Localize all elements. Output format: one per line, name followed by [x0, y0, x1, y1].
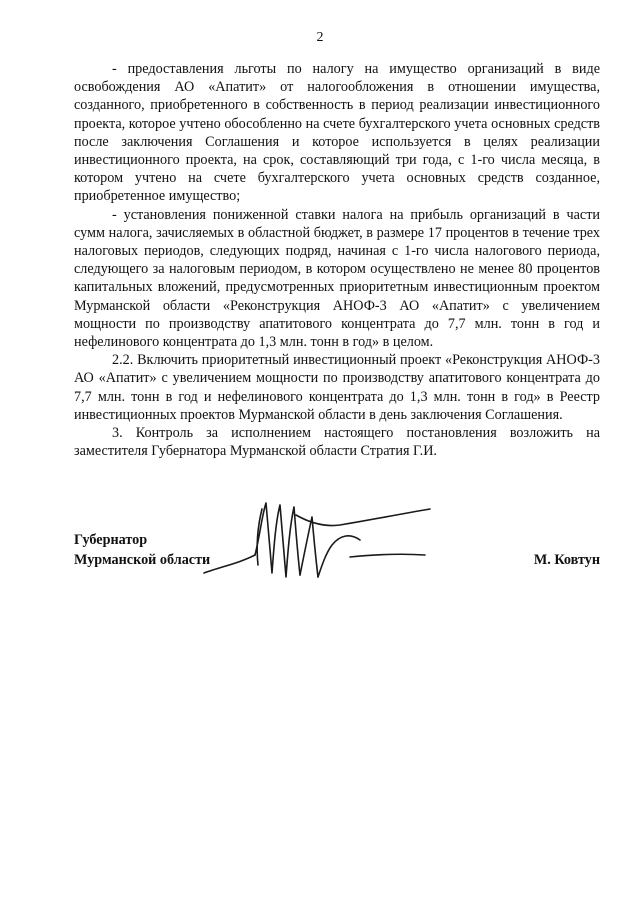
signature-block: [74, 530, 600, 590]
paragraph-profit-tax-rate: - установления пониженной ставки налога на прибыль организаций в части сумм налога, зачисляемых в областной бюджет, в размере 17 процентов в течение трех налоговых периодов, следующих подряд, начиная с 1-го числа налогового периода, следующего за налоговым периодом, в котором осуществлено не менее 80 процентов капитальных вложений, предусмотренных приоритетным инвестиционным проектом Мурманской области «Реконструкция АНОФ-3 АО «Апатит» с увеличением мощности по производству апатитового концентрата до 7,7 млн. тонн в год и нефелинового концентрата до 1,3 млн. тонн в год» в целом.: [74, 206, 600, 351]
paragraph-control: 3. Контроль за исполнением настоящего постановления возложить на заместителя Губернатора Мурманской области Стратия Г.И.: [74, 425, 600, 460]
paragraph-registry-inclusion: 2.2. Включить приоритетный инвестиционный проект «Реконструкция АНОФ-3 АО «Апатит» с увеличением мощности по производству апатитового концентрата до 7,7 млн. тонн в год и нефелинового концентрата до 1,3 млн. тонн в год» в Реестр инвестиционных проектов Мурманской области в день заключения Соглашения.: [74, 352, 600, 423]
signatory-title-line2: Мурманской области: [74, 552, 211, 568]
signatory-title-line1: Губернатор: [74, 532, 148, 548]
paragraph-property-tax-benefit: - предоставления льготы по налогу на имущество организаций в виде освобождения АО «Апатит» от налогообложения в отношении имущества, созданного, приобретенного в собственность в период реализации инвестиционного проекта, которое учтено обособленно на счете бухгалтерского учета основных средств после заключения Соглашения и которое используется в целях реализации инвестиционного проекта, на срок, составляющий три года, с 1-го числа месяца, в котором учтено на счете бухгалтерского учета основных средств созданное, приобретенное имущество;: [74, 61, 600, 205]
page-number: 2: [316, 30, 324, 45]
signatory-name: М. Ковтун: [533, 552, 600, 568]
document-body: [74, 60, 600, 460]
